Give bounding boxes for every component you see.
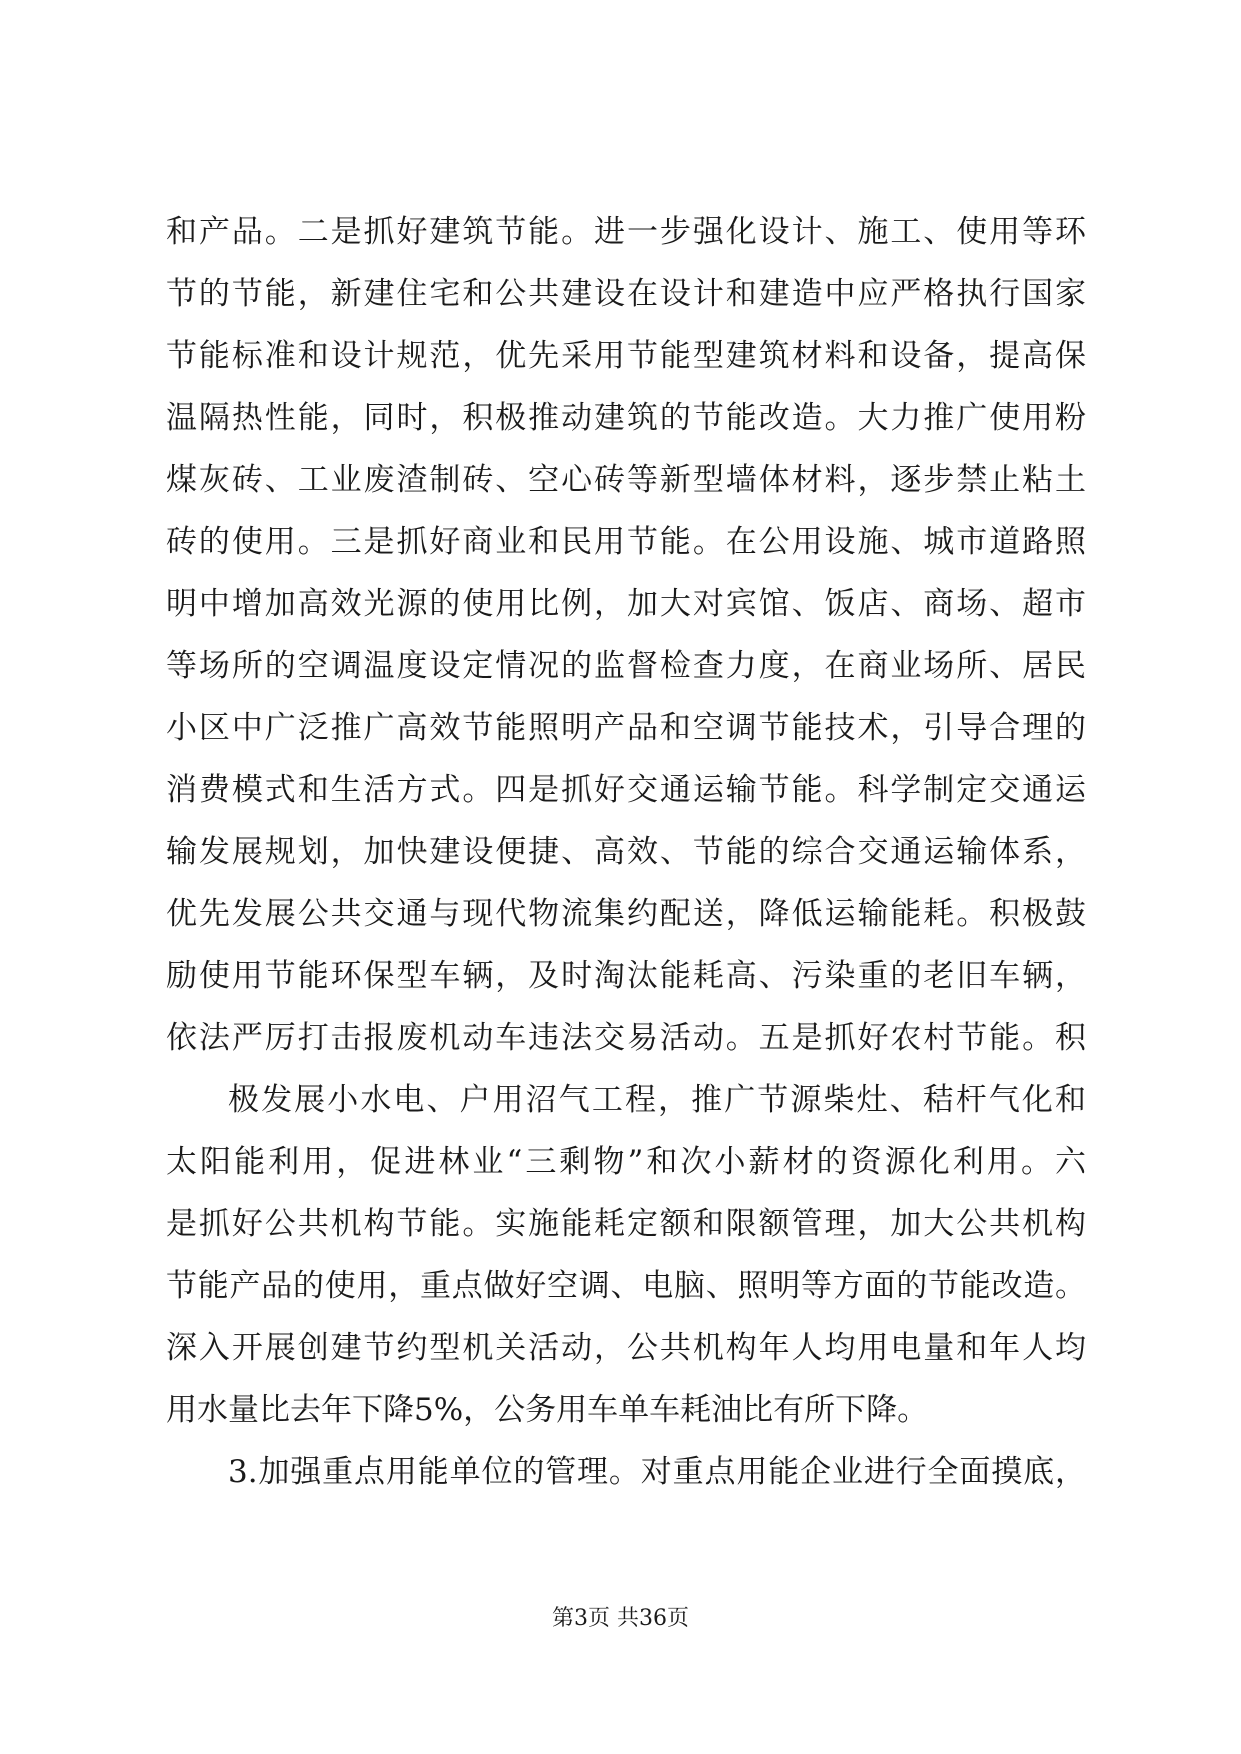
paragraph-line: 节能标准和设计规范，优先采用节能型建筑材料和设备，提高保	[166, 338, 1086, 374]
page-number-footer: 第3页 共36页	[552, 1606, 689, 1631]
paragraph-line: 明中增加高效光源的使用比例，加大对宾馆、饭店、商场、超市	[166, 586, 1086, 622]
paragraph-line: 和产品。二是抓好建筑节能。进一步强化设计、施工、使用等环	[166, 214, 1086, 250]
paragraph-line: 深入开展创建节约型机关活动，公共机构年人均用电量和年人均	[166, 1330, 1086, 1366]
paragraph-line: 输发展规划，加快建设便捷、高效、节能的综合交通运输体系，	[166, 834, 1086, 870]
paragraph-line: 极发展小水电、户用沼气工程，推广节源柴灶、秸杆气化和	[228, 1082, 1086, 1118]
paragraph-line: 温隔热性能，同时，积极推动建筑的节能改造。大力推广使用粉	[166, 400, 1086, 436]
paragraph-line: 太阳能利用，促进林业“三剩物”和次小薪材的资源化利用。六	[166, 1144, 1086, 1180]
paragraph-line: 煤灰砖、工业废渣制砖、空心砖等新型墙体材料，逐步禁止粘土	[166, 462, 1086, 498]
paragraph-line: 励使用节能环保型车辆，及时淘汰能耗高、污染重的老旧车辆，	[166, 958, 1086, 994]
paragraph-line: 砖的使用。三是抓好商业和民用节能。在公用设施、城市道路照	[166, 524, 1086, 560]
paragraph-line: 小区中广泛推广高效节能照明产品和空调节能技术，引导合理的	[166, 710, 1086, 746]
paragraph-line: 节能产品的使用，重点做好空调、电脑、照明等方面的节能改造。	[166, 1268, 1086, 1304]
paragraph-line: 等场所的空调温度设定情况的监督检查力度，在商业场所、居民	[166, 648, 1086, 684]
paragraph-line: 优先发展公共交通与现代物流集约配送，降低运输能耗。积极鼓	[166, 896, 1086, 932]
paragraph-line: 消费模式和生活方式。四是抓好交通运输节能。科学制定交通运	[166, 772, 1086, 808]
paragraph-line: 是抓好公共机构节能。实施能耗定额和限额管理，加大公共机构	[166, 1206, 1086, 1242]
paragraph-line: 用水量比去年下降5%，公务用车单车耗油比有所下降。	[166, 1392, 929, 1428]
paragraph-line: 节的节能，新建住宅和公共建设在设计和建造中应严格执行国家	[166, 276, 1086, 312]
paragraph-line: 3.加强重点用能单位的管理。对重点用能企业进行全面摸底，	[228, 1454, 1086, 1490]
paragraph-line: 依法严厉打击报废机动车违法交易活动。五是抓好农村节能。积	[166, 1020, 1086, 1056]
